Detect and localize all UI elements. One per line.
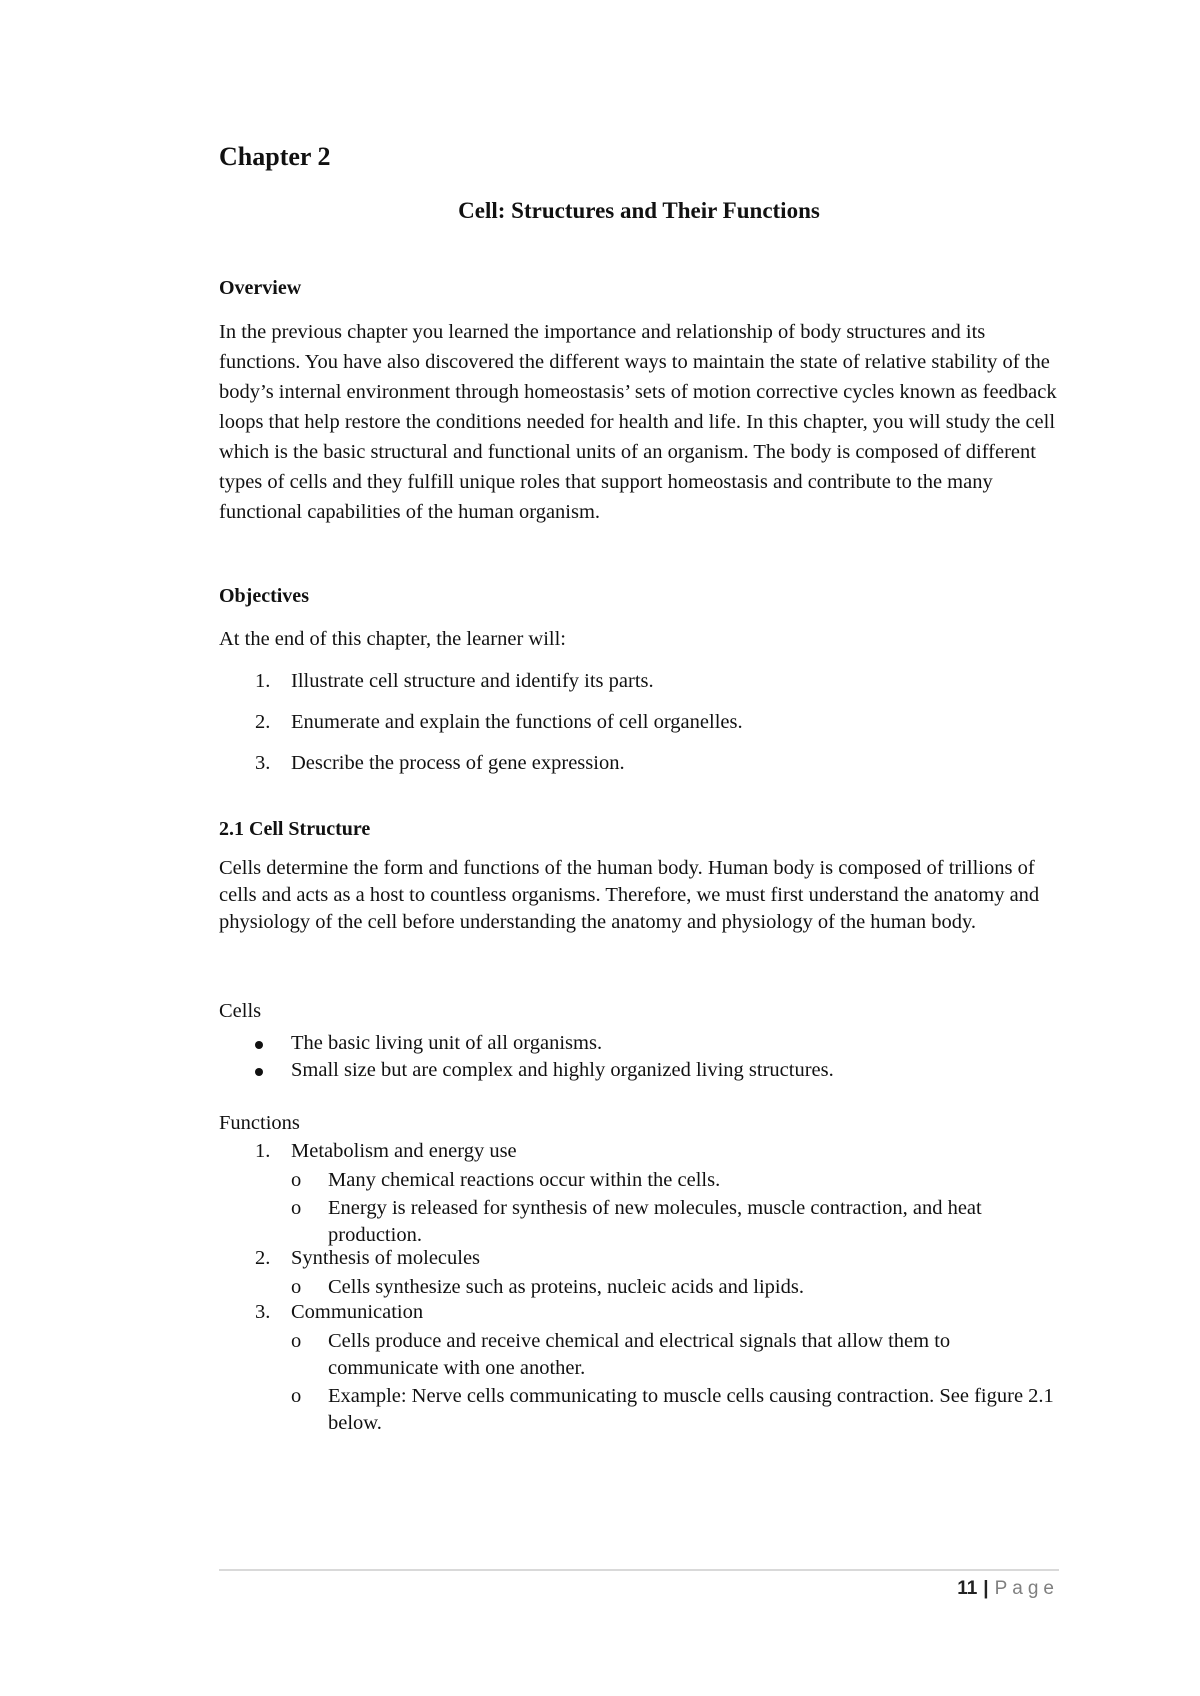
- page-footer: [957, 1578, 1059, 1600]
- function-text: Communication: [291, 1301, 424, 1323]
- objective-number: 3.: [255, 752, 271, 774]
- function-number: 1.: [255, 1140, 271, 1162]
- objective-number: 2.: [255, 711, 271, 733]
- objectives-intro: At the end of this chapter, the learner will:: [219, 628, 566, 650]
- overview-heading: Overview: [219, 277, 302, 299]
- footer-separator: |: [983, 1578, 989, 1599]
- function-number: 3.: [255, 1301, 271, 1323]
- objectives-heading: Objectives: [219, 585, 309, 607]
- cell-structure-paragraph: Cells determine the form and functions of the human body. Human body is composed of trillions of cells and acts as a host to countless organisms. Therefore, we must first understand the anatomy and physiology of the cell before understanding the anatomy and physiology of the human body.: [219, 857, 1040, 933]
- function-number: 2.: [255, 1247, 271, 1269]
- sub-bullet-icon: o: [291, 1276, 302, 1298]
- function-subitem-text: Many chemical reactions occur within the cells.: [328, 1169, 721, 1191]
- bullet-icon: [255, 1068, 263, 1076]
- bullet-text: Small size but are complex and highly organized living structures.: [291, 1059, 834, 1081]
- function-subitem-text: Example: Nerve cells communicating to muscle cells causing contraction. See figure 2.1 below.: [328, 1385, 1054, 1434]
- page-label: Page: [994, 1578, 1059, 1599]
- sub-bullet-icon: o: [291, 1330, 302, 1352]
- cell-structure-heading: 2.1 Cell Structure: [219, 818, 371, 840]
- sub-bullet-icon: o: [291, 1197, 302, 1219]
- overview-paragraph: In the previous chapter you learned the importance and relationship of body structures and its functions. You have also discovered the different ways to maintain the state of relative stability of the body’s internal environment through homeostasis’ sets of motion corrective cycles known as feedback loops that help restore the conditions needed for health and life. In this chapter, you will study the cell which is the basic structural and functional units of an organism. The body is composed of different types of cells and they fulfill unique roles that support homeostasis and contribute to the many functional capabilities of the human organism.: [219, 321, 1057, 523]
- functions-label: Functions: [219, 1112, 300, 1134]
- sub-bullet-icon: o: [291, 1385, 302, 1407]
- objective-text: Describe the process of gene expression.: [291, 752, 625, 774]
- bullet-text: The basic living unit of all organisms.: [291, 1032, 603, 1054]
- function-text: Metabolism and energy use: [291, 1140, 517, 1162]
- objective-text: Illustrate cell structure and identify its parts.: [291, 670, 654, 692]
- chapter-title: Cell: Structures and Their Functions: [458, 198, 820, 223]
- footer-divider: [219, 1569, 1059, 1571]
- objective-text: Enumerate and explain the functions of cell organelles.: [291, 711, 743, 733]
- bullet-icon: [255, 1041, 263, 1049]
- function-subitem-text: Cells synthesize such as proteins, nucleic acids and lipids.: [328, 1276, 804, 1298]
- function-subitem-text: Cells produce and receive chemical and electrical signals that allow them to communicate with one another.: [328, 1330, 951, 1379]
- function-subitem-text: Energy is released for synthesis of new molecules, muscle contraction, and heat production.: [328, 1197, 982, 1246]
- chapter-label: Chapter 2: [219, 142, 331, 171]
- objective-number: 1.: [255, 670, 271, 692]
- function-text: Synthesis of molecules: [291, 1247, 481, 1269]
- cells-label: Cells: [219, 1000, 262, 1022]
- page-number: 11: [957, 1578, 978, 1599]
- sub-bullet-icon: o: [291, 1169, 302, 1191]
